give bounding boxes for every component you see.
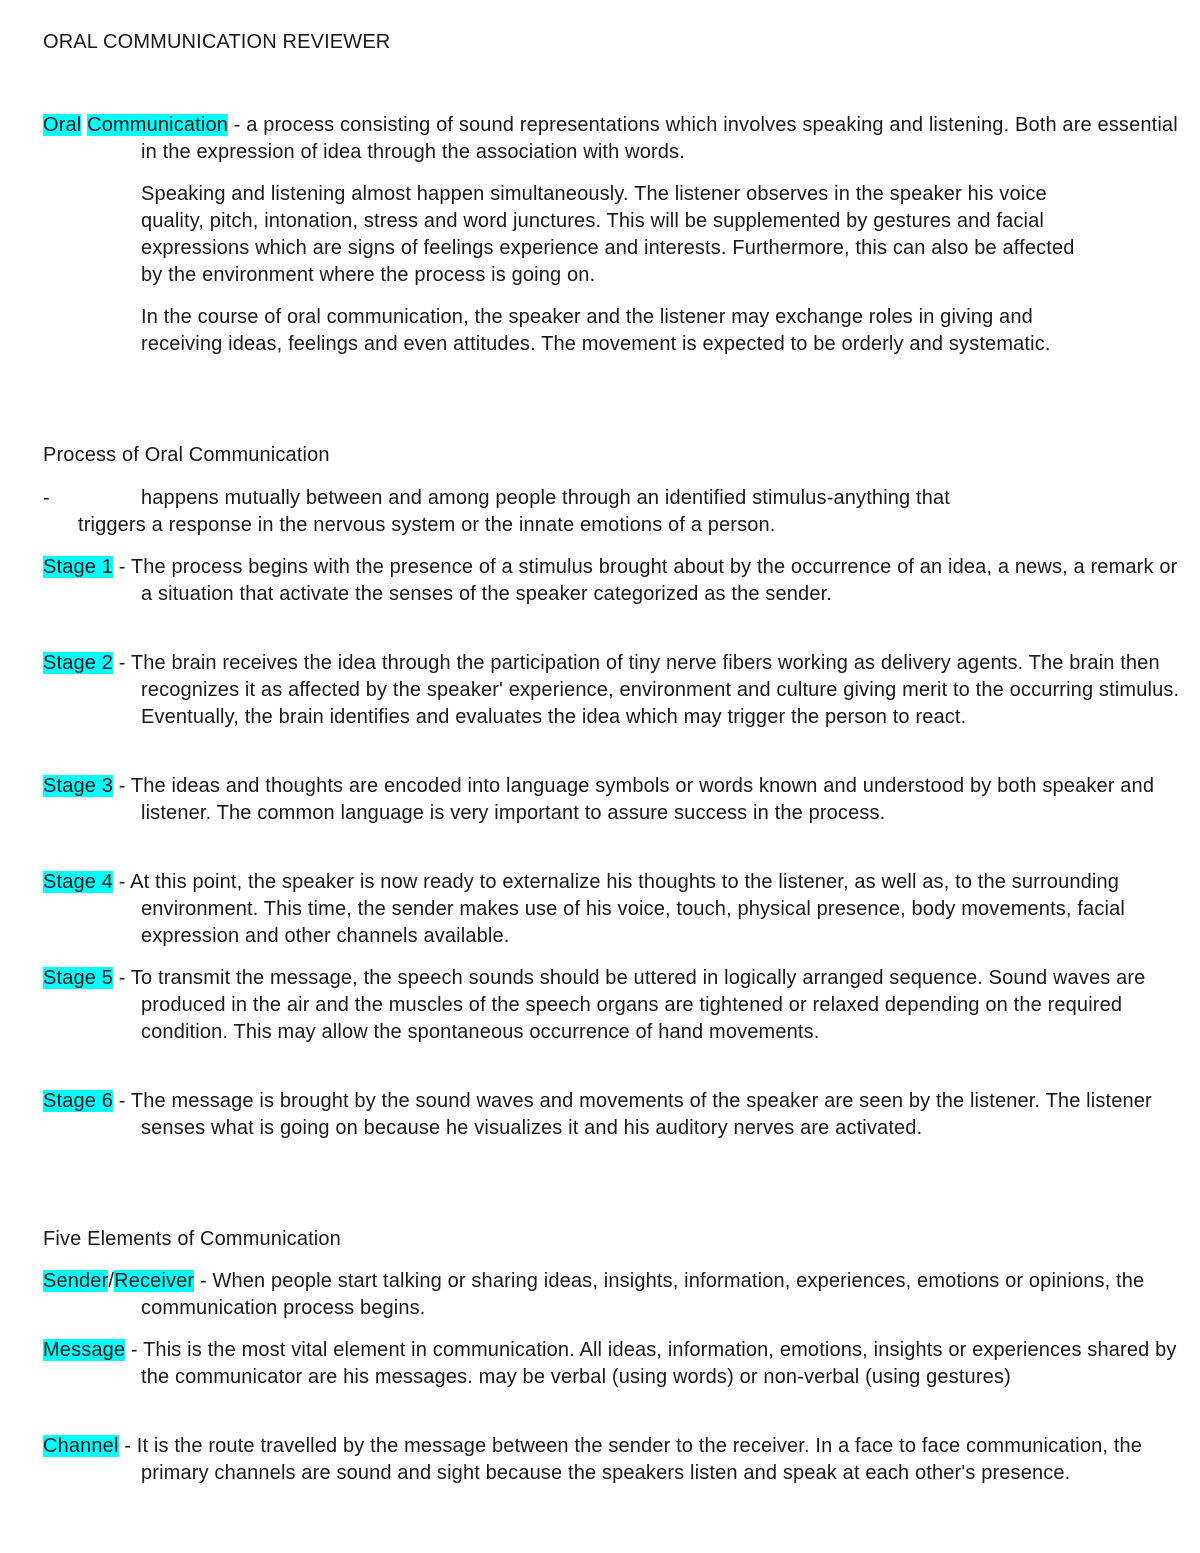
stage-label: Stage 2	[43, 652, 113, 674]
highlight-term-oral: Oral	[43, 114, 82, 136]
stage-label: Stage 3	[43, 775, 113, 797]
stage-label: Stage 4	[43, 871, 113, 893]
highlight-message: Message	[43, 1339, 126, 1361]
document-title: ORAL COMMUNICATION REVIEWER	[43, 31, 391, 53]
stage-6	[43, 1088, 1181, 1142]
bullet-line-2: triggers a response in the nervous system or the innate emotions of a person.	[78, 514, 776, 536]
stage-text: - To transmit the message, the speech sounds should be uttered in logically arranged sequence. Sound waves are produced in the air and the muscles of the speech organs are tightened or relaxed depending on the required condition. This may allow the spontaneous occurrence of hand movements.	[113, 967, 1146, 1043]
elements-heading: Five Elements of Communication	[43, 1228, 341, 1250]
intro-paragraph-2: Speaking and listening almost happen simultaneously. The listener observes in the speaker his voice quality, pitch, intonation, stress and word junctures. This will be supplemented by gestures and facial expressions which are signs of feelings experience and interests. Furthermore, this can also be affected by the environment where the process is going on.	[141, 183, 1075, 286]
stage-label: Stage 5	[43, 967, 113, 989]
stage-label: Stage 6	[43, 1090, 113, 1112]
stage-1	[43, 554, 1181, 608]
stage-text: - The message is brought by the sound waves and movements of the speaker are seen by the listener. The listener senses what is going on because he visualizes it and his auditory nerves are activated.	[113, 1090, 1152, 1139]
highlight-receiver: Receiver	[114, 1270, 195, 1292]
stage-3	[43, 773, 1181, 827]
message-text: - This is the most vital element in communication. All ideas, information, emotions, insights or experiences shared by the communicator are his messages. may be verbal (using words) or non-verbal (using gestures)	[125, 1339, 1177, 1388]
highlight-term-communication: Communication	[87, 114, 229, 136]
stage-2	[43, 650, 1181, 731]
stage-text: - The brain receives the idea through the participation of tiny nerve fibers working as delivery agents. The brain then recognizes it as affected by the speaker' experience, environment and culture giving merit to the occurring stimulus. Eventually, the brain identifies and evaluates the idea which may trigger the person to react.	[113, 652, 1180, 728]
oral-communication-definition	[43, 112, 1181, 166]
highlight-sender: Sender	[43, 1270, 109, 1292]
highlight-channel: Channel	[43, 1435, 119, 1457]
element-message	[43, 1337, 1181, 1391]
bullet-dash: -	[43, 487, 50, 509]
definition-text: - a process consisting of sound representations which involves speaking and listening. Both are essential in the expression of idea through the association with words.	[141, 114, 1178, 163]
stage-text: - The ideas and thoughts are encoded into language symbols or words known and understood by both speaker and listener. The common language is very important to assure success in the process.	[113, 775, 1155, 824]
stage-5	[43, 965, 1181, 1046]
process-bullet	[43, 485, 1073, 539]
stage-text: - At this point, the speaker is now ready to externalize his thoughts to the listener, as well as, to the surrounding environment. This time, the sender makes use of his voice, touch, physical presence, body movements, facial expression and other channels available.	[113, 871, 1125, 947]
element-sender-receiver	[43, 1268, 1181, 1322]
channel-text: - It is the route travelled by the message between the sender to the receiver. In a face to face communication, the primary channels are sound and sight because the speakers listen and speak at each other's presence.	[118, 1435, 1143, 1484]
element-channel	[43, 1433, 1181, 1487]
process-heading: Process of Oral Communication	[43, 444, 330, 466]
stage-text: - The process begins with the presence of a stimulus brought about by the occurrence of an idea, a news, a remark or a situation that activate the senses of the speaker categorized as the sender.	[113, 556, 1178, 605]
sender-receiver-text: - When people start talking or sharing ideas, insights, information, experiences, emotions or opinions, the communication process begins.	[141, 1270, 1145, 1319]
stage-label: Stage 1	[43, 556, 113, 578]
intro-paragraph-3: In the course of oral communication, the speaker and the listener may exchange roles in giving and receiving ideas, feelings and even attitudes. The movement is expected to be orderly and systematic.	[141, 306, 1051, 355]
sender-separator: /	[108, 1270, 115, 1292]
bullet-line-1: happens mutually between and among people through an identified stimulus-anything that	[141, 487, 950, 509]
stage-4	[43, 869, 1181, 950]
